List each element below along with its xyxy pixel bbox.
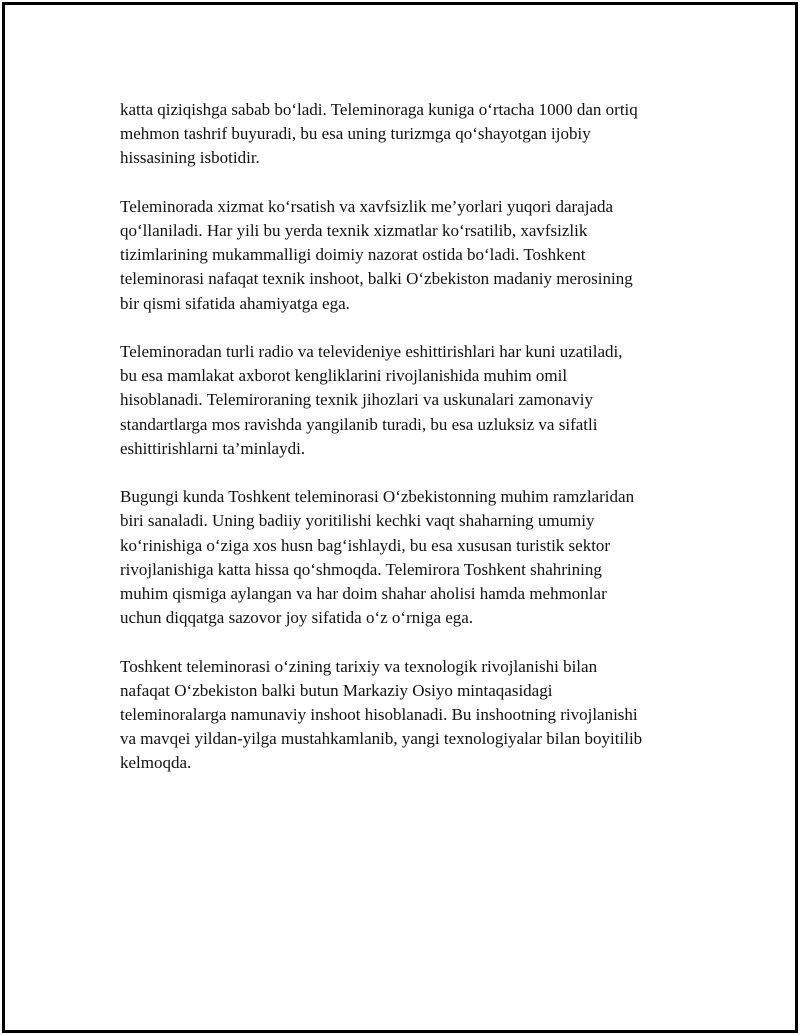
text-column xyxy=(120,98,720,800)
paragraph-4: Bugungi kunda Toshkent teleminorasi O‘zbekistonning muhim ramzlaridan biri sanaladi. Uning badiiy yoritilishi kechki vaqt shaharning umumiy ko‘rinishiga o‘ziga xos husn bag‘ishlaydi, bu esa xususan turistik sektor rivojlanishiga katta hissa qo‘shmoqda. Telemirora Toshkent shahrining muhim qismiga aylangan va har doim shahar aholisi hamda mehmonlar uchun diqqatga sazovor joy sifatida o‘z o‘rniga ega. xyxy=(120,487,635,628)
paragraph-3: Teleminoradan turli radio va televideniye eshittirishlari har kuni uzatiladi, bu esa mamlakat axborot kengliklarini rivojlanishida muhim omil hisoblanadi. Telemiroraning texnik jihozlari va uskunalari zamonaviy standartlarga mos ravishda yangilanib turadi, bu esa uzluksiz va sifatli eshittirishlarni ta’minlaydi. xyxy=(120,342,623,458)
paragraph-2: Teleminorada xizmat ko‘rsatish va xavfsizlik me’yorlari yuqori darajada qo‘llaniladi. Har yili bu yerda texnik xizmatlar ko‘rsatilib, xavfsizlik tizimlarining mukammalligi doimiy nazorat ostida bo‘ladi. Toshkent teleminorasi nafaqat texnik inshoot, balki O‘zbekiston madaniy merosining bir qismi sifatida ahamiyatga ega. xyxy=(120,196,633,313)
paragraph-5: Toshkent teleminorasi o‘zining tarixiy va texnologik rivojlanishi bilan nafaqat O‘zbekiston balki butun Markaziy Osiyo mintaqasidagi teleminoralarga namunaviy inshoot hisoblanadi. Bu inshootning rivojlanishi va mavqei yildan-yilga mustahkamlanib, yangi texnologiyalar bilan boyitilib kelmoqda. xyxy=(120,656,643,773)
paragraph-1: katta qiziqishga sabab bo‘ladi. Teleminoraga kuniga o‘rtacha 1000 dan ortiq mehmon tashrif buyuradi, bu esa uning turizmga qo‘shayotgan ijobiy hissasining isbotidir. xyxy=(120,100,638,168)
page-frame xyxy=(2,2,798,1033)
